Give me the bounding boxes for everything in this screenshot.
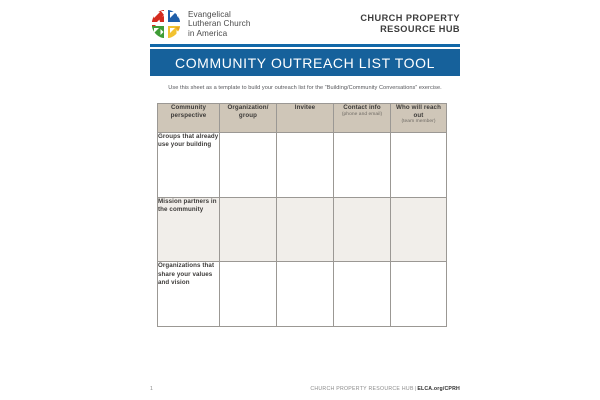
table-row <box>158 133 447 198</box>
row-label-cell <box>158 262 220 327</box>
brand-line-2: Lutheran Church <box>188 19 251 29</box>
page-title: COMMUNITY OUTREACH LIST TOOL <box>174 54 436 71</box>
column-header-sub: (team member) <box>401 119 436 125</box>
elca-logo-icon <box>150 8 182 40</box>
footer-url[interactable]: ELCA.org/CPRH <box>417 386 460 392</box>
entry-cell-invitee[interactable] <box>277 262 334 327</box>
entry-cell-who-will-reach-out[interactable] <box>391 133 447 198</box>
entry-cell-who-will-reach-out[interactable] <box>391 197 447 262</box>
row-label-text: Groups that already use your building <box>158 133 219 149</box>
column-header-community-perspective <box>158 104 220 133</box>
footer-separator: | <box>414 386 417 392</box>
column-header-main: Community perspective <box>170 104 207 119</box>
entry-cell-contact-info[interactable] <box>334 262 391 327</box>
header-divider-rule <box>150 44 460 47</box>
resource-hub-title <box>360 13 460 36</box>
footer-hub-label: CHURCH PROPERTY RESOURCE HUB <box>310 386 414 392</box>
brand-line-3: in America <box>188 28 228 38</box>
instruction-text: Use this sheet as a template to build your outreach list for the “Building/Community Conversations” exercise. <box>168 85 442 91</box>
column-header-invitee <box>277 104 334 133</box>
entry-cell-organization[interactable] <box>220 133 277 198</box>
row-label-text: Mission partners in the community <box>158 197 217 213</box>
footer-attribution <box>310 386 460 392</box>
column-header-who-will-reach-out <box>391 104 447 133</box>
column-header-main: Who will reach out <box>396 104 441 119</box>
column-header-contact-info <box>334 104 391 133</box>
entry-cell-who-will-reach-out[interactable] <box>391 262 447 327</box>
hub-title-line-1: CHURCH PROPERTY <box>360 12 460 23</box>
column-header-organization-group <box>220 104 277 133</box>
outreach-table <box>157 103 447 327</box>
table-body <box>158 133 447 327</box>
entry-cell-invitee[interactable] <box>277 197 334 262</box>
table-header-row-group <box>158 104 447 133</box>
row-label-cell <box>158 197 220 262</box>
hub-title-line-2: RESOURCE HUB <box>380 24 460 34</box>
brand-line-1: Evangelical <box>188 9 231 19</box>
table-row <box>158 197 447 262</box>
entry-cell-organization[interactable] <box>220 197 277 262</box>
entry-cell-invitee[interactable] <box>277 133 334 198</box>
elca-brand <box>150 8 251 40</box>
outreach-table-container <box>157 103 446 325</box>
row-label-cell <box>158 133 220 198</box>
column-header-main: Invitee <box>294 104 316 111</box>
entry-cell-organization[interactable] <box>220 262 277 327</box>
entry-cell-contact-info[interactable] <box>334 197 391 262</box>
column-header-main: Contact info <box>343 104 381 111</box>
entry-cell-contact-info[interactable] <box>334 133 391 198</box>
title-banner <box>150 49 460 76</box>
row-label-text: Organizations that share your values and vision <box>158 262 215 286</box>
column-header-main: Organization/ group <box>227 104 269 119</box>
page-footer <box>150 386 460 392</box>
column-header-sub: (phone and email) <box>341 111 383 117</box>
page-number: 1 <box>150 386 153 392</box>
table-row <box>158 262 447 327</box>
page-header <box>150 6 460 42</box>
elca-brand-wordmark <box>188 10 251 39</box>
table-header-row <box>158 104 447 133</box>
